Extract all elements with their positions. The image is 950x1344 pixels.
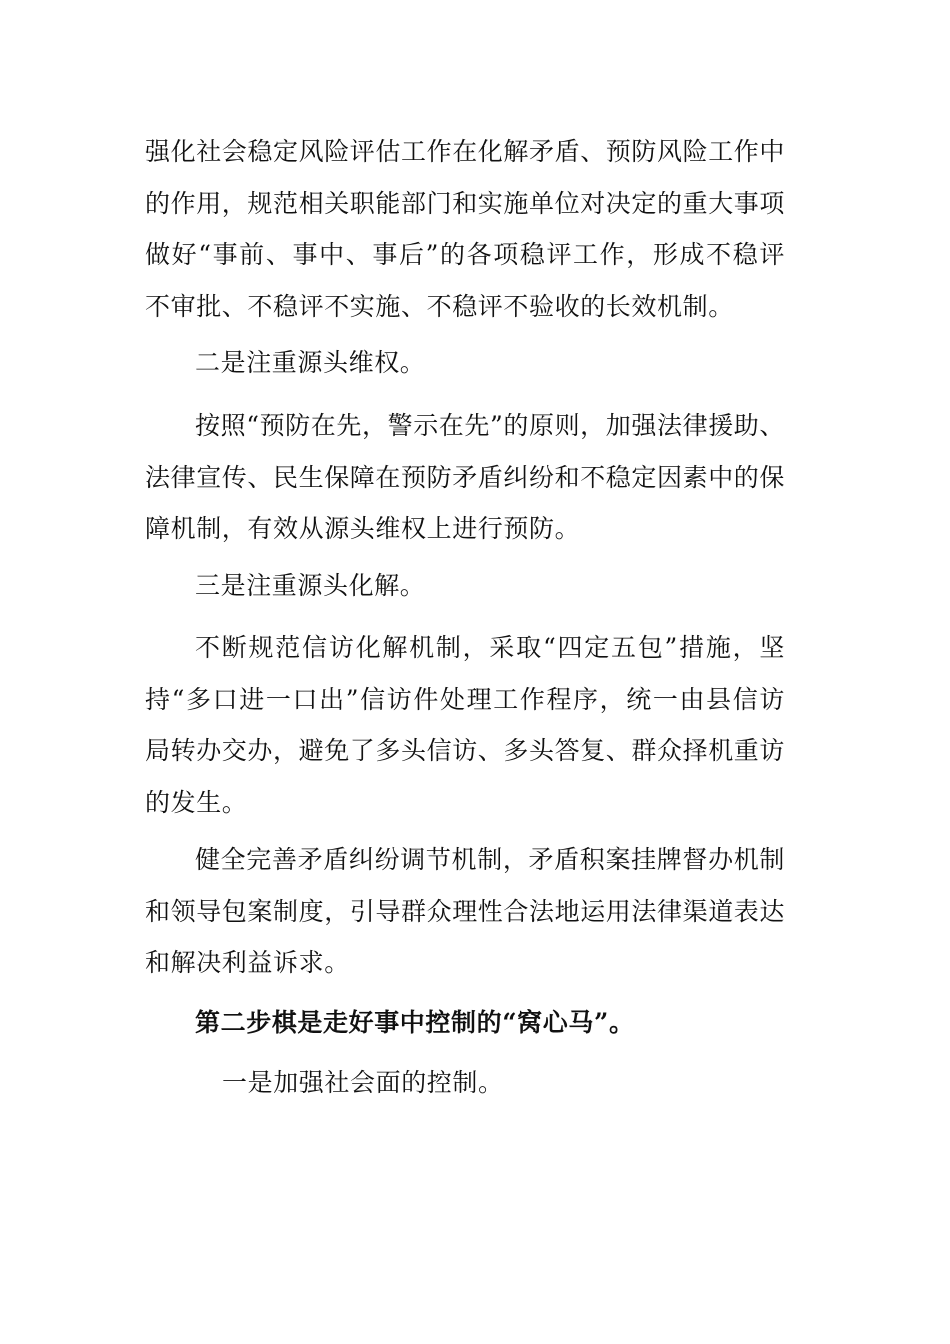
paragraph-stability-risk-assessment: 强化社会稳定风险评估工作在化解矛盾、预防风险工作中的作用，规范相关职能部门和实施单位对决定的重大事项做好“事前、事中、事后”的各项稳评工作，形成不稳评不审批、不稳评不实施、不稳评不验收的长效机制。 <box>145 137 786 321</box>
paragraph-dispute-mediation: 健全完善矛盾纠纷调节机制，矛盾积案挂牌督办机制和领导包案制度，引导群众理性合法地运用法律渠道表达和解决利益诉求。 <box>145 845 786 977</box>
section-heading-second-move: 第二步棋是走好事中控制的“窝心马”。 <box>195 1008 635 1037</box>
subheading-social-control: 一是加强社会面的控制。 <box>222 1068 504 1097</box>
paragraph-petition-mechanism: 不断规范信访化解机制，采取“四定五包”措施，坚持“多口进一口出”信访件处理工作程序，统一由县信访局转办交办，避免了多头信访、多头答复、群众择机重访的发生。 <box>145 633 786 817</box>
heading-source-rights-protection: 二是注重源头维权。 <box>195 348 426 377</box>
paragraph-prevention-first: 按照“预防在先，警示在先”的原则，加强法律援助、法律宣传、民生保障在预防矛盾纠纷和不稳定因素中的保障机制，有效从源头维权上进行预防。 <box>145 411 786 543</box>
heading-source-resolution: 三是注重源头化解。 <box>195 571 426 600</box>
